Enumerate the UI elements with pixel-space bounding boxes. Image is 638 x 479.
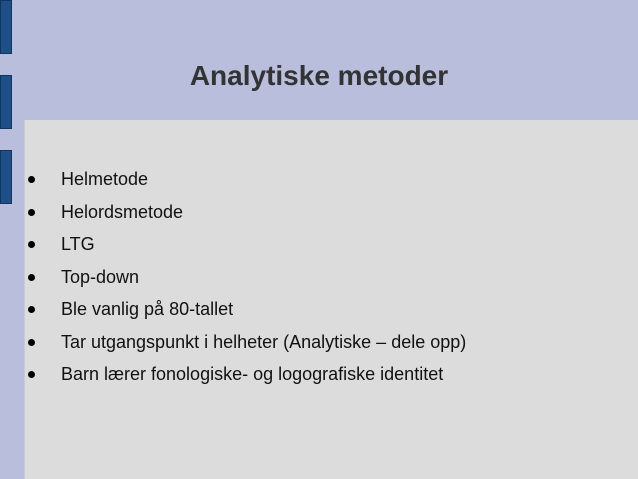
bullet-icon: [28, 274, 35, 281]
bullet-icon: [28, 241, 35, 248]
bullet-text: Helordsmetode: [61, 201, 184, 222]
bullet-text: Ble vanlig på 80-tallet: [61, 299, 234, 319]
bullet-icon: [28, 209, 35, 216]
bullet-text: Tar utgangspunkt i helheter (Analytiske – dele opp): [61, 331, 467, 352]
bullet-text: Helmetode: [61, 169, 149, 189]
bullet-text: Top-down: [61, 266, 140, 287]
side-tab: [0, 0, 12, 54]
side-tab: [0, 150, 12, 204]
bullet-text: LTG: [61, 234, 95, 254]
bullet-icon: [28, 371, 35, 378]
bullet-icon: [28, 306, 35, 313]
slide-title: Analytiske metoder: [189, 60, 449, 91]
bullet-text: Barn lærer fonologiske- og logografiske identitet: [61, 364, 444, 384]
bullet-icon: [28, 339, 35, 346]
bullet-icon: [28, 176, 35, 183]
